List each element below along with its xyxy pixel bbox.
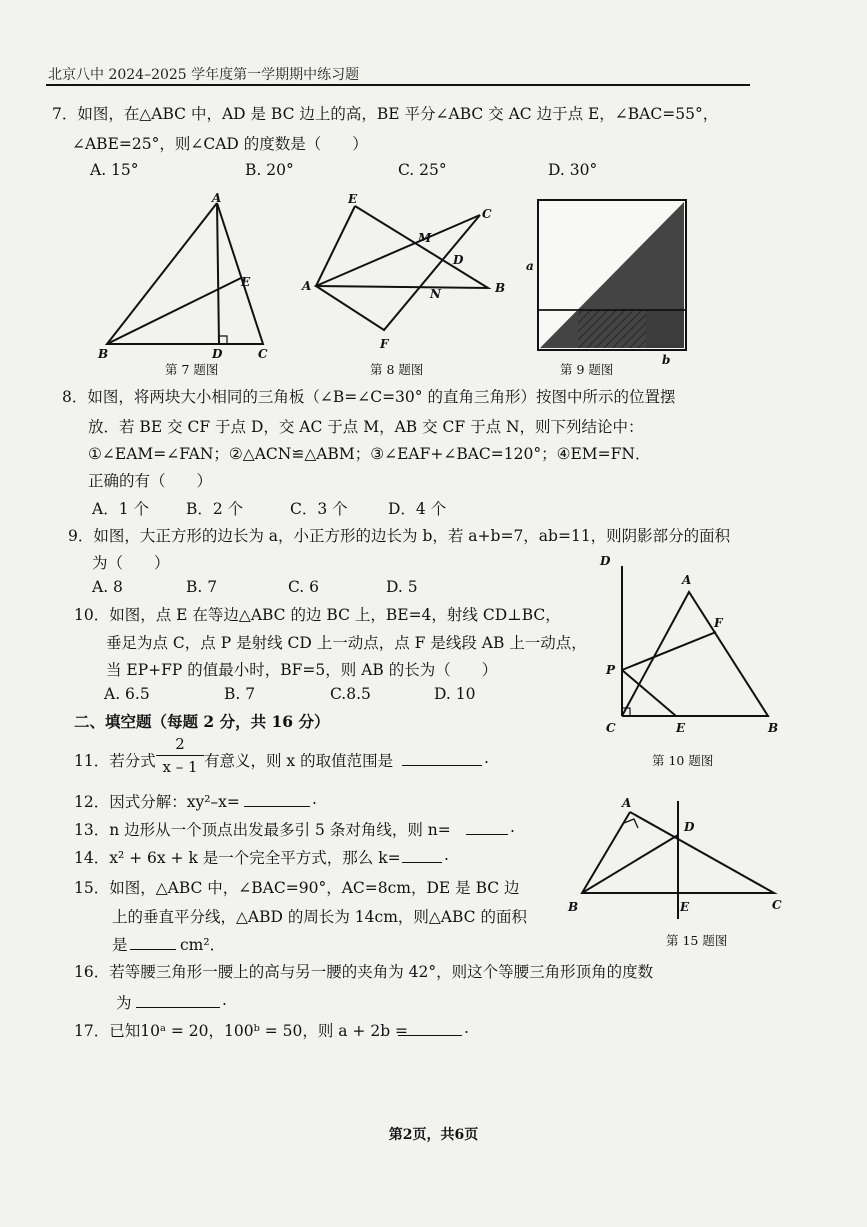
- figure-10: [598, 552, 788, 742]
- fig15-label-c: C: [772, 898, 782, 912]
- q11-numerator: 2: [175, 735, 185, 753]
- fig7-label-b: B: [98, 347, 109, 361]
- fig8-label-d: D: [453, 253, 464, 267]
- fig10-label-b: B: [768, 721, 779, 735]
- q10-option-d: D. 10: [434, 685, 476, 703]
- q14-answer-blank[interactable]: [402, 848, 442, 867]
- q16-period: .: [222, 991, 227, 1009]
- q8-line2: 放．若 BE 交 CF 于点 D，交 AC 于点 M，AB 交 CF 于点 N，则下列结论中：: [88, 418, 644, 436]
- fig15-label-d: D: [684, 820, 695, 834]
- q15-unit: cm²．: [180, 936, 226, 954]
- figure-7: [95, 190, 285, 370]
- q10-line1: 10．如图，点 E 在等边△ABC 的边 BC 上，BE=4，射线 CD⊥BC，: [74, 606, 561, 624]
- q11-denominator: x – 1: [162, 758, 198, 776]
- fig9-label-a: a: [526, 259, 534, 273]
- q7-option-b: B. 20°: [245, 161, 294, 179]
- fig10-label-e: E: [676, 721, 686, 735]
- page-footer: 第2页，共6页: [388, 1127, 479, 1143]
- q16-line1: 16．若等腰三角形一腰上的高与另一腰的夹角为 42°，则这个等腰三角形顶角的度数: [74, 963, 654, 981]
- q11-fraction: [156, 735, 204, 776]
- fig8-label-c: C: [482, 207, 492, 221]
- q8-line4: 正确的有（ ）: [88, 472, 213, 490]
- fig8-label-e: E: [348, 192, 358, 206]
- q16-answer-blank[interactable]: [136, 993, 220, 1012]
- header-divider: [46, 84, 750, 86]
- fig15-label-e: E: [680, 900, 690, 914]
- fig15-caption: 第 15 题图: [666, 933, 728, 948]
- q7-line1: 7．如图，在△ABC 中，AD 是 BC 边上的高，BE 平分∠ABC 交 AC 边于点 E，∠BAC=55°，: [52, 105, 719, 123]
- q7-option-a: A. 15°: [90, 161, 139, 179]
- q11-prefix: 11．若分式: [74, 752, 156, 770]
- fig10-caption: 第 10 题图: [652, 753, 714, 768]
- q8-option-c: C．3 个: [290, 500, 348, 518]
- fig10-label-f: F: [714, 616, 723, 630]
- q9-option-a: A. 8: [92, 578, 123, 596]
- q11-text: 有意义，则 x 的取值范围是: [204, 752, 394, 770]
- q15-line3-pre: 是: [112, 936, 128, 954]
- q17-text: 17．已知10ᵃ = 20，100ᵇ = 50，则 a + 2b =: [74, 1022, 409, 1040]
- q8-line3: ①∠EAM=∠FAN；②△ACN≌△ABM；③∠EAF+∠BAC=120°；④EM=FN．: [88, 445, 651, 463]
- q7-option-c: C. 25°: [398, 161, 447, 179]
- q8-option-d: D．4 个: [388, 500, 447, 518]
- q10-line2: 垂足为点 C，点 P 是射线 CD 上一动点，点 F 是线段 AB 上一动点，: [106, 634, 587, 652]
- q7-option-d: D. 30°: [548, 161, 598, 179]
- q13-period: .: [510, 818, 515, 836]
- fig10-label-c: C: [606, 721, 616, 735]
- fig7-label-d: D: [212, 347, 223, 361]
- fig8-label-b: B: [495, 281, 506, 295]
- q15-line2: 上的垂直平分线，△ABD 的周长为 14cm，则△ABC 的面积: [112, 908, 527, 926]
- fig7-label-e: E: [241, 275, 251, 289]
- q13-answer-blank[interactable]: [466, 820, 508, 839]
- q11-answer-blank[interactable]: [402, 751, 482, 770]
- fig10-label-d: D: [600, 554, 611, 568]
- q7-line2: ∠ABE=25°，则∠CAD 的度数是（ ）: [72, 135, 368, 153]
- q10-line3: 当 EP+FP 的值最小时，BF=5，则 AB 的长为（ ）: [106, 661, 498, 679]
- q14-text: 14．x² + 6x + k 是一个完全平方式，那么 k=: [74, 849, 401, 867]
- q9-line1: 9．如图，大正方形的边长为 a，小正方形的边长为 b，若 a+b=7，ab=11，则阴影部分的面积: [68, 527, 731, 545]
- fig10-label-a: A: [682, 573, 692, 587]
- q9-line2: 为（ ）: [92, 554, 170, 572]
- fig8-caption: 第 8 题图: [370, 362, 424, 377]
- q15-answer-blank[interactable]: [130, 935, 176, 954]
- q10-option-b: B. 7: [224, 685, 256, 703]
- q12-text: 12．因式分解：xy²–x=: [74, 793, 240, 811]
- q9-option-d: D. 5: [386, 578, 418, 596]
- fig7-label-a: A: [212, 191, 222, 205]
- q8-option-b: B．2 个: [186, 500, 244, 518]
- fig8-label-f: F: [380, 337, 389, 351]
- q10-option-a: A. 6.5: [104, 685, 150, 703]
- fig15-label-a: A: [622, 796, 632, 810]
- q17-period: .: [464, 1019, 469, 1037]
- fig8-label-n: N: [430, 287, 441, 301]
- q11-period: .: [484, 749, 489, 767]
- q8-option-a: A．1 个: [92, 500, 149, 518]
- fig9-label-b: b: [662, 353, 671, 367]
- q16-line2: 为: [116, 994, 132, 1012]
- fig7-label-c: C: [258, 347, 268, 361]
- exam-header: 北京八中 2024–2025 学年度第一学期期中练习题: [48, 67, 360, 83]
- fig8-label-m: M: [418, 231, 432, 245]
- section-2-title: 二、填空题（每题 2 分，共 16 分）: [74, 712, 330, 731]
- q13-text: 13．n 边形从一个顶点出发最多引 5 条对角线，则 n=: [74, 821, 451, 839]
- q15-line1: 15．如图，△ABC 中，∠BAC=90°，AC=8cm，DE 是 BC 边: [74, 879, 520, 897]
- figure-9: [522, 192, 697, 367]
- q8-line1: 8．如图，将两块大小相同的三角板（∠B=∠C=30° 的直角三角形）按图中所示的位置摆: [62, 388, 676, 406]
- q12-period: .: [312, 790, 317, 808]
- fig10-label-p: P: [606, 663, 616, 677]
- q9-option-c: C. 6: [288, 578, 320, 596]
- q14-period: .: [444, 846, 449, 864]
- q12-answer-blank[interactable]: [244, 792, 310, 811]
- fig8-label-a: A: [302, 279, 312, 293]
- q9-option-b: B. 7: [186, 578, 218, 596]
- figure-15: [566, 795, 786, 925]
- fig9-caption: 第 9 题图: [560, 362, 614, 377]
- fig7-caption: 第 7 题图: [165, 362, 219, 377]
- figure-8: [300, 190, 510, 365]
- fig15-label-b: B: [568, 900, 579, 914]
- q17-answer-blank[interactable]: [398, 1021, 462, 1040]
- q10-option-c: C.8.5: [330, 685, 371, 703]
